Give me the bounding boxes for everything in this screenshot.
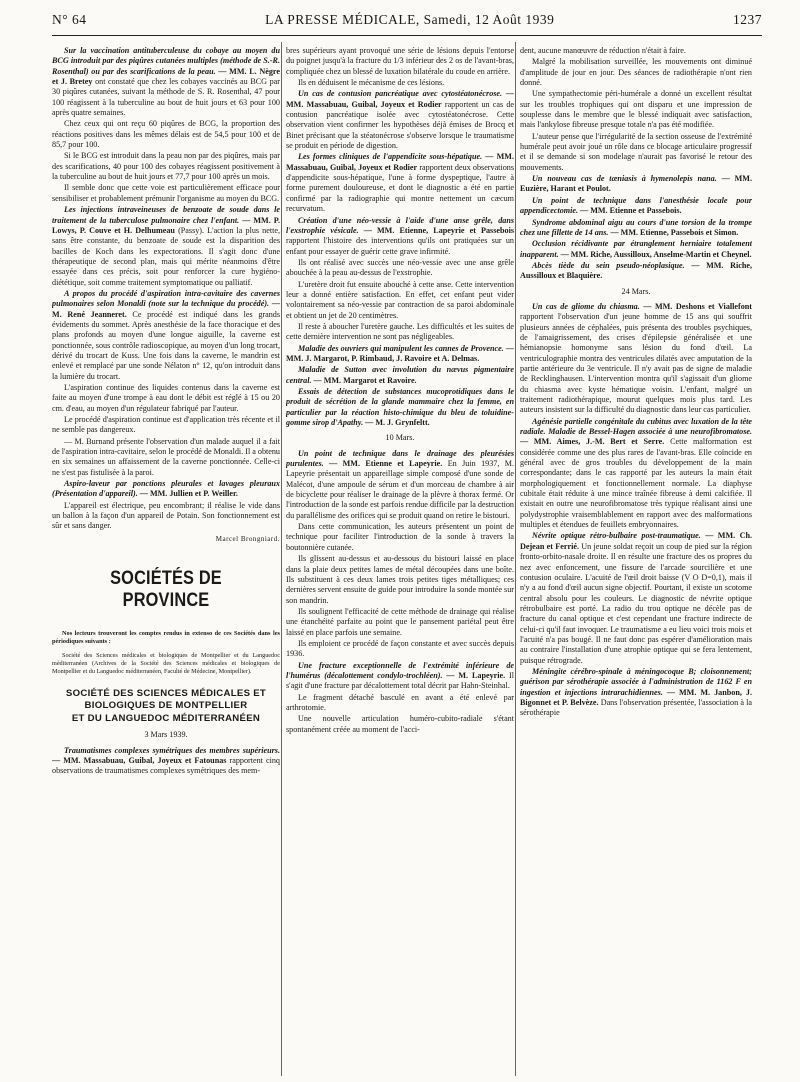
paragraph: bres supérieurs ayant provoqué une série de lésions depuis l'entorse du poignet jusqu'à la fracture du 1/3 inférieur des 2 os de l'avant-bras, compliquée chez un blessé de luxation bilatérale du coude en arrière. [286, 46, 514, 76]
article-authors: — MM. Aimes, J.-M. Bert et Serre. [520, 437, 665, 447]
article-torsion-trompe [520, 218, 752, 239]
article-cannes [286, 344, 514, 365]
paragraph: L'appareil est électrique, peu encombrant; il réalise le vide dans un ballon à la façon d'un appareil de Potain. Son fonctionnement est sûr et sans danger. [52, 500, 280, 531]
article-authors: — M. J. Grynfeltt. [363, 418, 430, 428]
article-authors: — MM. Deshons et Viallefont [639, 301, 752, 311]
article-authors: — MM. M. Janbon, J. Bigonnet et P. Belvèze. [520, 687, 752, 707]
article-monaldi: A propos du procédé d'aspiration intra-cavitaire des cavernes pulmonaires selon Monaldi (note sur la technique du procédé). — M. René Jeanneret. Ce procédé est indiqué dans les grands évidements du sommet. Après anesthésie de la face thoracique et des plans profonds au moyen d'une longue aiguille, la caverne est ponctionnée, sous contrôle radioscopique, au moyen d'un long trocart, dérivé du trocart de Kuss. Une fois dans la caverne, le mandrin est enlevé et remplacé par une sonde Nélaton n° 12, qu'on introduit dans la lumière du trocart. [52, 288, 280, 381]
article-authors: — MM. Etienne et Lapeyrie. [323, 459, 443, 469]
paragraph: Le fragment détaché basculé en avant a été enlevé par arthrotomie. [286, 692, 514, 712]
article-authors: — MM. Etienne et Passebois. [578, 206, 682, 216]
running-header [52, 12, 762, 34]
article-drainage: Un point de technique dans le drainage des pleurésies purulentes. — MM. Etienne et Lapeyrie. En Juin 1937, M. Lapeyrie présentait un appareillage simple composé d'une sonde de Malécot, d'une ampoule de sérum et d'un morceau de chambre à air de bicyclette pour réaliser le drainage de la plèvre à thorax fermé. Or l'introduction de la sonde est parfois rendue difficile par la destruction du parallélisme des orifices qui se produit quand on retire le bistouri. [286, 448, 514, 520]
article-anesthesie [520, 196, 752, 217]
paragraph: dent, aucune manœuvre de réduction n'était à faire. [520, 46, 686, 55]
article-authors: — MM. L. Nègre et J. Bretey [52, 66, 280, 87]
journal-title: LA PRESSE MÉDICALE, Samedi, 12 Août 1939 [265, 12, 555, 27]
paragraph: Ils emploient ce procédé de façon constante et avec succès depuis 1936. [286, 638, 514, 659]
article-meningite: Méningite cérébro-spinale à méningocoque B; cloisonnement; guérison par sérothérapie associée à l'administration de 1162 F en ingestion et injections intrarachidiennes. — MM. M. Janbon, J. Bigonnet et P. Belvèze. Dans l'observation présentée, l'association à la sérothérapie [520, 666, 752, 718]
societies-list: Société des Sciences médicales et biologiques de Montpellier et du Languedoc méditerranéen (Archives de la Société des Sciences médicales et biologiques de Montpellier et du Languedoc méditerranéen, Faculté de Médecine, Montpellier). [52, 652, 280, 675]
article-humerus: Une fracture exceptionnelle de l'extrémité inférieure de l'humérus (décalottement condylo-trochléen). — M. Lapeyrie. Il s'agit d'une fracture par décalottement total décrit par Hahn-Steinhal. [286, 660, 514, 691]
article-authors: — M. René Jeanneret. [52, 299, 280, 319]
paragraph: Une sympathectomie péri-humérale a donné un excellent résultat sur les troubles trophiques qui ont disparu et une impression de souplesse dans le membre que le blessé indiquait avec satisfaction, mais l'ankylose fibreuse presque totale n'a pas été modifiée. [520, 89, 752, 130]
article-authors: — MM. J. Margarot, P. Rimbaud, J. Ravoire et A. Delmas. [286, 343, 514, 363]
article-authors: — MM. Massabuau, Guibal, Joyeux et Fatounas [52, 756, 227, 766]
article-authors: — MM. Ch. Dejean et Ferrié. [520, 531, 752, 551]
column-divider-1 [281, 42, 282, 1076]
article-title: Méningite cérébro-spinale à méningocoque B; cloisonnement; guérison par sérothérapie associée à l'administration de 1162 F en ingestion et injections intrarachidiennes. [520, 666, 752, 697]
article-title: Les injections intraveineuses de benzoate de soude dans le traitement de la tuberculose pulmonaire chez l'enfant. [52, 205, 280, 225]
article-bcg: Sur la vaccination antituberculeuse du cobaye au moyen du BCG introduit par des piqûres cutanées multiples (méthode de S.-R. Rosenthal) ou par des scarifications de la peau. — MM. L. Nègre et J. Bretey ont constaté que chez les cobayes vaccinés au BCG par 30 piqûres cutanées, suivant la méthode de S. R. Rosenthal, 47 pour 100 réagissent à la tuberculine au bout de huit jours et 63 pour 100 après quatre semaines. [52, 46, 280, 118]
article-authors: — M. Lapeyrie. [442, 670, 506, 680]
article-authors: — MM. Riche, Aussilloux, Anselme-Martin et Cheynel. [558, 249, 752, 259]
article-pancreas: Un cas de contusion pancréatique avec cytostéatonécrose. — MM. Massabuau, Guibal, Joyeux et Rodier rapportent un cas de contusion pancréatique isolée avec cytostéatonécrose. Cette observation vient confirmer les hypothèses déjà émises de Brocq et Binet précisant que la stéatonécrose s'observe lorsque le traumatisme se produit en période de digestion. [286, 89, 514, 151]
notice: Nos lecteurs trouveront les comptes rendus in extenso de ces Sociétés dans les périodiques suivants : [52, 630, 280, 646]
article-authors: — MM. Etienne, Passebois et Simon. [608, 227, 739, 237]
article-benzoate: Les injections intraveineuses de benzoate de soude dans le traitement de la tuberculose pulmonaire chez l'enfant. — MM. P. Lowys, P. Couve et H. Delhumeau (Passy). L'action la plus nette, sans être constante, du benzoate de soude est la disparition des bacilles de Koch dans les expectorations. Il s'agit donc d'une thérapeutique de second plan, mais qui mérite néanmoins d'être essayée dans ces précis, soit pour renforcer la cure hygiéno-diététique, soit comme traitement symptomatique ou palliatif. [52, 205, 280, 287]
article-nevrite: Névrite optique rétro-bulbaire post-traumatique. — MM. Ch. Dejean et Ferrié. Un jeune soldat reçoit un coup de pied sur la région fronto-orbito-nasale droite. Il en résulte une fracture des os propres du nez avec enfoncement, une fissure de l'arcade sourcilière et une contusion oculaire. L'acuité de l'œil droit baisse (V O D=0,1), mais il n'y a au fond d'œil aucun signe objectif. Pourtant, il existe un scotome central absolu pour les couleurs. Le diagnostic de névrite optique rétrobulbaire est porté. La radio du trou optique ne décèle pas de fracture du canal optique et c'est cependant une fracture indirecte de celui-ci qu'il faut invoquer. Le traumatisme a eu lieu voici trois mois et l'acuité n'a pas bougé. Il ne faut donc pas espérer d'amélioration mais au contraire l'installation d'une atrophie optique qui se fera lentement, puisque rétrograde. [520, 531, 752, 665]
article-title: Maladie des ouvriers qui manipulent les cannes de Provence. [298, 343, 504, 353]
paragraph: L'auteur pense que l'irrégularité de la section osseuse de l'extrémité humérale peut avoir joué un rôle dans ce blocage articulaire progressif et il se demande si son modelage n'aurait pas favorisé le retour des mouvements. [520, 131, 752, 172]
article-authors: — MM. Margarot et Ravoire. [311, 375, 417, 385]
article-title: Création d'une néo-vessie à l'aide d'une anse grêle, dans l'exstrophie vésicale. [286, 215, 514, 235]
session-date: 3 Mars 1939. [144, 730, 188, 740]
article-aspiro-laveur [52, 479, 280, 500]
article-mucoprotidiques [286, 387, 514, 428]
article-title: Un point de technique dans l'anesthésie locale pour appendicectomie. [520, 195, 752, 216]
paragraph: Il semble donc que cette voie est particulièrement efficace pour sensibiliser et probablement prémunir l'organisme au moyen du BCG. [52, 183, 280, 203]
article-title: A propos du procédé d'aspiration intra-cavitaire des cavernes pulmonaires selon Monaldi (note sur la technique du procédé). [52, 288, 280, 309]
article-title: Névrite optique rétro-bulbaire post-traumatique. [532, 531, 701, 541]
column-3 [520, 46, 752, 1078]
article-title: Un nouveau cas de tæniasis à hymenolepis nana. [532, 174, 717, 184]
paragraph: Dans cette communication, les auteurs présentent un point de technique pour faciliter l'introduction de la sonde à travers la boutonnière cutanée. [286, 522, 514, 552]
article-title: Agénésie partielle congénitale du cubitus avec luxation de la tête radiale. Maladie de Bessel-Hagen associée à une neurofibromatose. [520, 416, 752, 437]
article-appendicite: Les formes cliniques de l'appendicite sous-hépatique. — MM. Massabuau, Guibal, Joyeux et Rodier rapportent deux observations d'appendicite sous-hépatique, l'une à forme dyspeptique, l'autre à forme purement douloureuse, et dont le diagnostic a été en partie confirmé par la radiographie qui montre nettement un cæcum recurvatum. [286, 152, 514, 214]
article-authors: — MM. Jullien et P. Weiller. [137, 489, 238, 499]
article-authors: — MM. Riche, Aussilloux et Blaquière. [520, 260, 752, 281]
paragraph: Le procédé d'aspiration continue est d'application très récente et il ne semble pas dangereux. [52, 415, 280, 435]
session-date: 24 Mars. [621, 286, 651, 296]
paragraph: Ils soulignent l'efficacité de cette méthode de drainage qui réalise une étanchéité parfaite au point que le pansement pariétal peut être laissé en place parfois une semaine. [286, 606, 514, 637]
article-title: Essais de détection de substances mucoprotidiques dans le produit de sécrétion de la glande mammaire chez la femme, en particulier par la réaction histo-chimique du bleu de toluidine-gomme sirop d'Apathy. [286, 387, 514, 428]
article-title: Un cas de gliome du chiasma. [532, 301, 640, 311]
paragraph: Une nouvelle articulation huméro-cubito-radiale s'étant spontanément créée au moment de l'acci- [286, 714, 514, 734]
society-heading: SOCIÉTÉ DES SCIENCES MÉDICALES ET BIOLOGIQUES DE MONTPELLIER ET DU LANGUEDOC MÉDITERRANÉEN [65, 687, 267, 724]
header-rule [52, 35, 762, 36]
article-agenesie: Agénésie partielle congénitale du cubitus avec luxation de la tête radiale. Maladie de Bessel-Hagen associée à une neurofibromatose. — MM. Aimes, J.-M. Bert et Serre. Cette malformation est considérée comme une des plus rares de l'avant-bras. Elle coïncide en général avec de gros troubles du développement de la main correspondante; dans le cas rapporté par les auteurs la main était morphologiquement et fonctionnellement normale. La diaphyse cubitale était réduite à une mince traînée fibreuse à demi calcifiée. Il existait en outre une neurofibromatose très typique réalisant ainsi une polydystrophie vraisemblablement en rapport avec des malformations multiples et étendues de feuillets embryonnaires. [520, 416, 752, 530]
article-sutton [286, 365, 514, 386]
article-title: Un point de technique dans le drainage des pleurésies purulentes. [286, 448, 514, 469]
article-occlusion [520, 239, 752, 260]
article-abces-sein [520, 261, 752, 282]
article-title: Une fracture exceptionnelle de l'extrémité inférieure de l'humérus (décalottement condylo-trochléen). [286, 660, 514, 680]
signature: Marcel Brongniard. [215, 534, 280, 543]
column-divider-2 [515, 42, 516, 1076]
paragraph: — M. Burnand présente l'observation d'un malade auquel il a fait de l'aspiration intra-cavitaire, selon le procédé de Monaldi. Il a obtenu en six semaines un affaissement de la caverne ponctionnée. Celle-ci ne s'est pas fistulisée à la paroi. [52, 436, 280, 477]
article-authors: — MM. Massabuau, Guibal, Joyeux et Rodier [286, 89, 514, 109]
article-title: Abcès tiède du sein pseudo-néoplasique. [532, 260, 685, 270]
section-title: SOCIÉTÉS DE PROVINCE [110, 568, 222, 612]
article-title: Les formes cliniques de l'appendicite sous-hépatique. [298, 152, 483, 162]
article-taeniasis [520, 174, 752, 195]
article-authors: — MM. Euzière, Harant et Poulot. [520, 174, 752, 194]
article-title: Traumatismes complexes symétriques des membres supérieurs. [64, 745, 280, 755]
page-number: 1237 [733, 12, 762, 27]
article-title: Aspiro-laveur par ponctions pleurales et lavages pleuraux (Présentation d'appareil). [52, 479, 280, 499]
paragraph: Malgré la mobilisation surveillée, les mouvements ont diminué d'amplitude de jour en jour. Des séances de radiothérapie n'ont rien donné. [520, 57, 752, 88]
paragraph: Si le BCG est introduit dans la peau non par des piqûres, mais par des scarifications, 40 pour 100 des cobayes réagissent positivement à la tuberculine au bout de huit jours et 77,7 pour 100 après un mois. [52, 151, 280, 182]
article-title: Syndrome abdominal aigu au cours d'une torsion de la trompe chez une fillette de 14 ans. [520, 217, 752, 237]
article-title: Un cas de contusion pancréatique avec cytostéatonécrose. [298, 89, 503, 99]
issue-number: N° 64 [52, 12, 87, 27]
article-neo-vessie: Création d'une néo-vessie à l'aide d'une anse grêle, dans l'exstrophie vésicale. — MM. Etienne, Lapeyrie et Passebois rapportent l'histoire des interventions qu'ils ont pratiquées sur un enfant pour essayer de guérir cette grave infirmité. [286, 215, 514, 256]
article-title: Occlusion récidivante par étranglement herniaire totalement inapparent. [520, 239, 752, 259]
column-1 [52, 46, 280, 1078]
article-authors: — MM. Etienne, Lapeyrie et Passebois [358, 225, 514, 235]
article-authors: — MM. P. Lowys, P. Couve et H. Delhumeau [52, 215, 280, 235]
paragraph: Chez ceux qui ont reçu 60 piqûres de BCG, la proportion des réactions positives dans les mêmes délais est de 54,5 pour 100 et de 85,7 pour 100. [52, 119, 280, 150]
paragraph: Il reste à aboucher l'uretère gauche. Les difficultés et les suites de cette dernière intervention ne sont pas négligeables. [286, 321, 514, 342]
article-gliome: Un cas de gliome du chiasma. — MM. Deshons et Viallefont rapportent l'observation d'un jeune homme de 15 ans qui souffrit plusieurs années de céphalées, puis présenta des troubles psychiques, de l'amaigrissement, des crises d'épilepsie généralisée et une hémianopsie homonyme sans lésion du fond d'œil. La ventriculographie montra des ventricules dilatés avec amputation de la partie antérieure du 3e ventricule. Il n'y avait pas de signe de maladie de Recklinghausen. L'intervention montra qu'il s'agissait d'un gliome du chiasma avec kyste hématique voisin. L'enfant, malgré un traitement radiothérapique, mourut quelques mois plus tard. Les auteurs insistent sur la difficulté du diagnostic dans leur cas particulier. [520, 301, 752, 415]
article-title: Sur la vaccination antituberculeuse du cobaye au moyen du BCG introduit par des piqûres cutanées multiples (méthode de S.-R. Rosenthal) ou par des scarifications de la peau. [52, 46, 280, 76]
paragraph: L'uretère droit fut ensuite abouché à cette anse. Cette intervention leur a donné entière satisfaction. En effet, cet enfant peut vider volontairement sa néo-vessie par contraction de sa paroi abdominale et obtient un jet de 20 centimètres. [286, 279, 514, 320]
paragraph: L'aspiration continue des liquides contenus dans la caverne est faite au moyen d'une trompe à eau dont le débit est réglé à 15 ou 20 cm. d'eau, au moyen d'un régulateur fabriqué par l'auteur. [52, 383, 280, 413]
paragraph: Ils glissent au-dessus et au-dessous du bistouri laissé en place dans la plaie deux petites lames de métal découpées dans une boîte. Ils substituent à ces deux lames trois petites tiges métalliques; ces dernières servent ensuite de guide pour introduire la sonde montée sur son mandrin. [286, 554, 514, 605]
article-authors: — MM. Massabuau, Guibal, Joyeux et Rodier [286, 152, 514, 172]
column-2 [286, 46, 514, 1078]
paragraph: Ils ont réalisé avec succès une néo-vessie avec une anse grêle abouchée à la peau au-dessus de l'exstrophie. [286, 257, 514, 278]
article-title: Maladie de Sutton avec involution du nævus pigmentaire central. [286, 365, 514, 385]
session-date: 10 Mars. [385, 433, 415, 443]
article-traumatismes: Traumatismes complexes symétriques des membres supérieurs. — MM. Massabuau, Guibal, Joyeux et Fatounas rapportent cinq observations de traumatismes complexes symétriques des mem- [52, 745, 280, 776]
paragraph: Ils en déduisent le mécanisme de ces lésions. [298, 78, 445, 88]
